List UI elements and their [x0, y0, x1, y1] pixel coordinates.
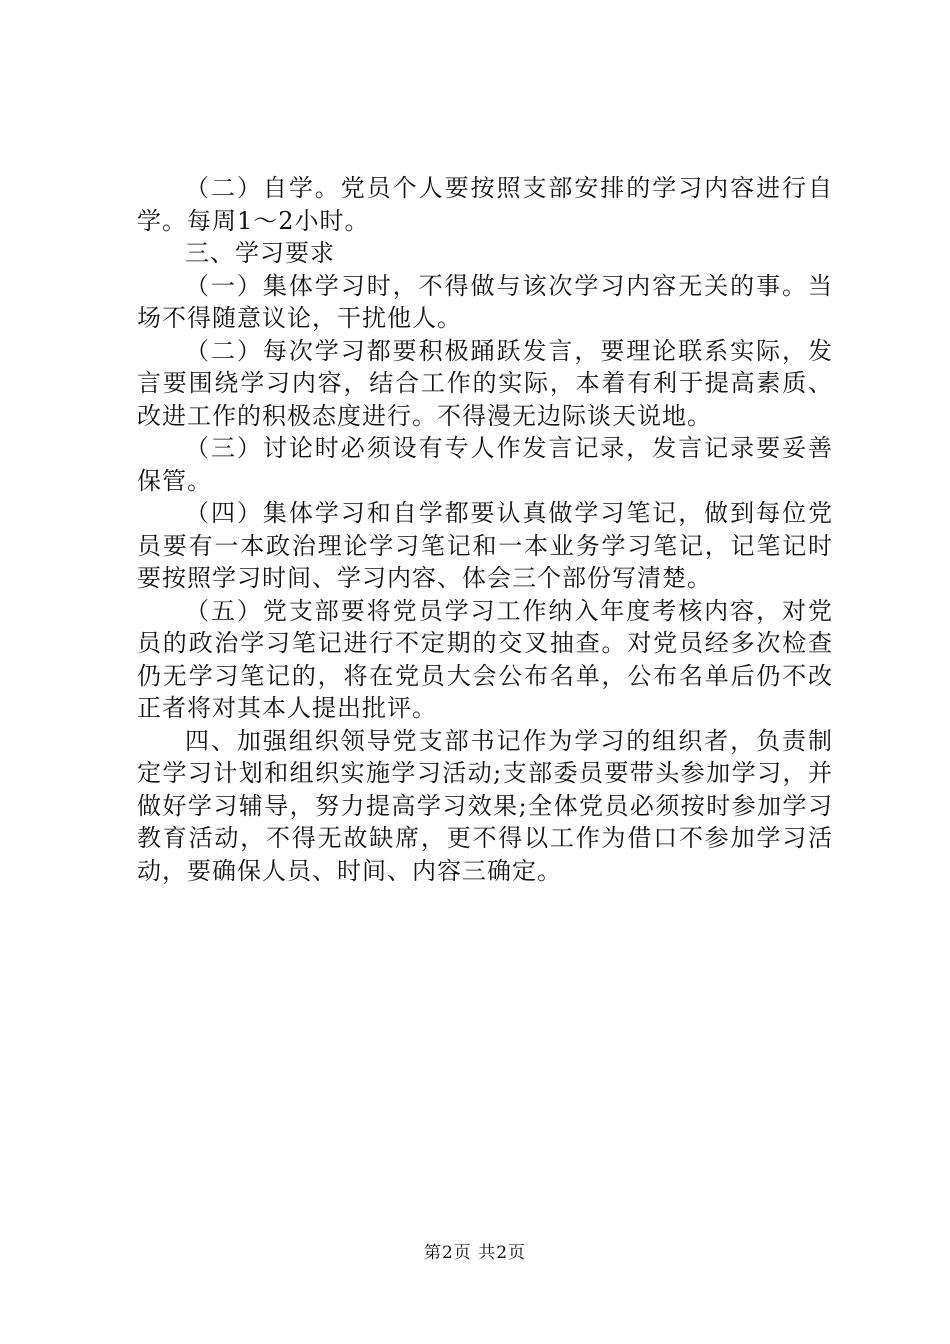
- page-number-footer: 第2页 共2页: [423, 1243, 527, 1263]
- paragraph-requirement-3: （三）讨论时必须设有专人作发言记录，发言记录要妥善保管。: [137, 434, 833, 495]
- section-heading-study-requirements: 三、学习要求: [185, 239, 335, 267]
- paragraph-requirement-5: （五）党支部要将党员学习工作纳入年度考核内容，对党员的政治学习笔记进行不定期的交叉抽查。对党员经多次检查仍无学习笔记的，将在党员大会公布名单，公布名单后仍不改正者将对其本人提出批评。: [137, 596, 833, 722]
- paragraph-requirement-1: （一）集体学习时，不得做与该次学习内容无关的事。当场不得随意议论，干扰他人。: [137, 271, 833, 332]
- document-body: [137, 172, 833, 887]
- paragraph-self-study: （二）自学。党员个人要按照支部安排的学习内容进行自学。每周1～2小时。: [137, 174, 833, 235]
- paragraph-section-4-leadership: 四、加强组织领导党支部书记作为学习的组织者，负责制定学习计划和组织实施学习活动;支部委员要带头参加学习，并做好学习辅导，努力提高学习效果;全体党员必须按时参加学习教育活动，不得无故缺席，更不得以工作为借口不参加学习活动，要确保人员、时间、内容三确定。: [137, 726, 833, 885]
- paragraph-requirement-4: （四）集体学习和自学都要认真做学习笔记，做到每位党员要有一本政治理论学习笔记和一本业务学习笔记，记笔记时要按照学习时间、学习内容、体会三个部份写清楚。: [137, 499, 833, 592]
- paragraph-requirement-2: （二）每次学习都要积极踊跃发言，要理论联系实际，发言要围绕学习内容，结合工作的实际，本着有利于提高素质、改进工作的积极态度进行。不得漫无边际谈天说地。: [137, 336, 833, 430]
